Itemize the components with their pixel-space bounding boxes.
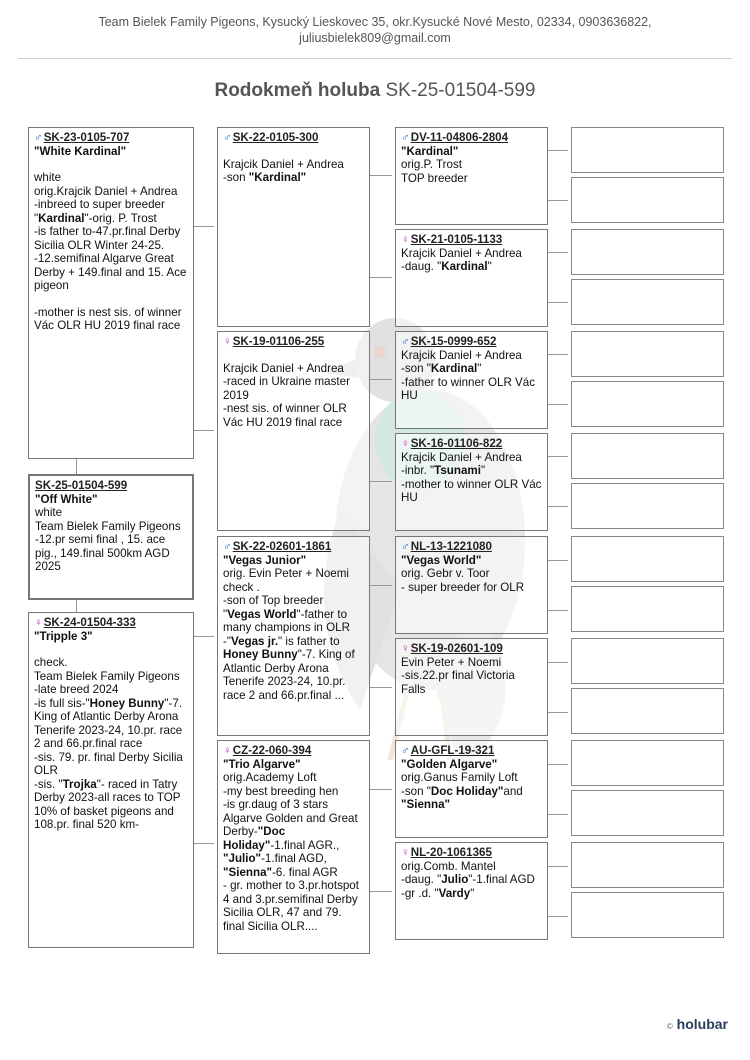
- subject-color: white: [35, 506, 63, 519]
- male-icon: ♂: [401, 540, 410, 553]
- connector: [548, 150, 568, 151]
- connector: [548, 456, 568, 457]
- holubar-logo: [667, 1016, 728, 1032]
- logo-text: holubar: [676, 1016, 728, 1032]
- title-ring: SK-25-01504-599: [385, 80, 536, 101]
- dam-note: -sis. "Trojka"- raced in Tatry Derby 2023-all races to TOP 10% of basket pigeons and 108.pr. final 520 km-: [34, 777, 181, 831]
- dsd-card[interactable]: [395, 638, 548, 736]
- ssd-ring[interactable]: SK-21-0105-1133: [410, 233, 503, 246]
- connector: [194, 843, 214, 844]
- dam-dam-note: - gr. mother to 3.pr.hotspot 4 and 3.pr.semifinal Derby Sicilia OLR, 47 and 79. final Sicilia OLR....: [223, 879, 359, 933]
- dss-note: - super breeder for OLR: [401, 580, 525, 594]
- sire-note: -is father to-47.pr.final Derby Sicilia OLR Winter 24-25.: [34, 225, 181, 252]
- connector: [548, 506, 568, 507]
- sire-dam-card[interactable]: [217, 331, 370, 531]
- connector: [370, 789, 392, 790]
- empty-ancestor-box[interactable]: [571, 381, 724, 427]
- dss-name: "Vegas World": [401, 553, 482, 567]
- dam-sire-ring[interactable]: SK-22-02601-1861: [232, 540, 332, 553]
- breeder-contact: [0, 14, 750, 46]
- sds-ring[interactable]: SK-15-0999-652: [410, 335, 497, 348]
- female-icon: ♀: [401, 846, 410, 859]
- dam-note: -sis. 79. pr. final Derby Sicilia OLR: [34, 750, 183, 777]
- empty-ancestor-box[interactable]: [571, 177, 724, 223]
- empty-ancestor-box[interactable]: [571, 433, 724, 479]
- sss-note: TOP breeder: [401, 171, 468, 185]
- dam-dam-card[interactable]: [217, 740, 370, 954]
- sds-note: -son "Kardinal": [401, 362, 482, 375]
- sire-name: "White Kardinal": [34, 144, 127, 158]
- dss-origin: orig. Gebr v. Toor: [401, 567, 490, 580]
- dam-dam-ring[interactable]: CZ-22-060-394: [232, 744, 312, 757]
- empty-ancestor-box[interactable]: [571, 638, 724, 684]
- connector: [76, 458, 77, 474]
- ssd-note: -daug. "Kardinal": [401, 260, 492, 273]
- connector: [548, 404, 568, 405]
- dds-name: "Golden Algarve": [401, 757, 498, 771]
- sire-dam-note: -raced in Ukraine master 2019: [223, 375, 350, 402]
- connector: [370, 891, 392, 892]
- subject-breeder: Team Bielek Family Pigeons: [35, 519, 181, 533]
- connector: [548, 252, 568, 253]
- contact-line-1: Team Bielek Family Pigeons, Kysucký Lieskovec 35, okr.Kysucké Nové Mesto, 02334, 0903636822,: [98, 15, 652, 29]
- sss-origin: orig.P. Trost: [401, 158, 463, 171]
- connector: [370, 687, 392, 688]
- male-icon: ♂: [34, 131, 43, 144]
- connector: [548, 662, 568, 663]
- connector: [370, 481, 392, 482]
- dam-sire-note: -son of Top breeder "Vegas World"-father to many champions in OLR: [223, 594, 350, 634]
- empty-ancestor-box[interactable]: [571, 892, 724, 938]
- empty-ancestor-box[interactable]: [571, 127, 724, 173]
- dds-card[interactable]: [395, 740, 548, 838]
- dsd-ring[interactable]: SK-19-02601-109: [410, 642, 503, 655]
- connector: [548, 712, 568, 713]
- connector: [76, 600, 77, 612]
- connector: [548, 610, 568, 611]
- empty-ancestor-box[interactable]: [571, 586, 724, 632]
- ssd-card[interactable]: [395, 229, 548, 327]
- sss-card[interactable]: [395, 127, 548, 225]
- empty-ancestor-box[interactable]: [571, 688, 724, 734]
- sdd-card[interactable]: [395, 433, 548, 531]
- dsd-breeder: Evin Peter + Noemi: [401, 655, 502, 669]
- dam-sire-color: check .: [223, 580, 260, 594]
- contact-line-2: juliusbielek809@gmail.com: [299, 31, 451, 45]
- connector: [194, 636, 214, 637]
- dam-dam-note: -my best breeding hen: [223, 784, 339, 798]
- copyright-mark: ©: [666, 1022, 673, 1031]
- connector: [194, 226, 214, 227]
- sire-card[interactable]: [28, 127, 194, 459]
- sire-sire-note: -son "Kardinal": [223, 171, 307, 184]
- sds-breeder: Krajcik Daniel + Andrea: [401, 348, 522, 362]
- sire-origin: orig.Krajcik Daniel + Andrea: [34, 184, 178, 198]
- sdd-ring[interactable]: SK-16-01106-822: [410, 437, 503, 450]
- sire-note: -mother is nest sis. of winner Vác OLR HU 2019 final race: [34, 305, 182, 332]
- empty-ancestor-box[interactable]: [571, 229, 724, 275]
- subject-name: "Off White": [35, 492, 98, 506]
- dam-sire-name: "Vegas Junior": [223, 553, 307, 567]
- connector: [548, 866, 568, 867]
- female-icon: ♀: [34, 616, 43, 629]
- dam-dam-origin: orig.Academy Loft: [223, 771, 317, 784]
- sire-color: white: [34, 171, 62, 184]
- sire-sire-ring[interactable]: SK-22-0105-300: [232, 131, 319, 144]
- male-icon: ♂: [223, 131, 232, 144]
- empty-ancestor-box[interactable]: [571, 483, 724, 529]
- sds-card[interactable]: [395, 331, 548, 429]
- sds-note: -father to winner OLR Vác HU: [401, 375, 536, 402]
- sire-dam-note: -nest sis. of winner OLR Vác HU 2019 final race: [223, 402, 347, 429]
- empty-ancestor-box[interactable]: [571, 740, 724, 786]
- ddd-note: -daug. "Julio"-1.final AGD: [401, 873, 535, 886]
- female-icon: ♀: [401, 437, 410, 450]
- male-icon: ♂: [401, 131, 410, 144]
- male-icon: ♂: [223, 540, 232, 553]
- dam-sire-note: -"Vegas jr." is father to Honey Bunny"-7. King of Atlantic Derby Arona Tenerife 2023-24, 10.pr. race 2 and 66.pr.final ...: [223, 634, 355, 702]
- ddd-origin: orig.Comb. Mantel: [401, 859, 496, 873]
- sire-note: -inbreed to super breeder "Kardinal"-orig. P. Trost: [34, 198, 165, 225]
- male-icon: ♂: [401, 744, 410, 757]
- dam-card[interactable]: [28, 612, 194, 948]
- connector: [548, 354, 568, 355]
- connector: [370, 175, 392, 176]
- dam-dam-note: -is gr.daug of 3 stars Algarve Golden and Great Derby-"Doc Holiday"-1.final AGR., "Julio"-1.final AGD, "Sienna"-6. final AGR: [223, 798, 358, 879]
- connector: [548, 302, 568, 303]
- dam-sire-card[interactable]: [217, 536, 370, 736]
- sire-sire-breeder: Krajcik Daniel + Andrea: [223, 157, 344, 171]
- dam-note: -late breed 2024: [34, 683, 119, 696]
- dds-origin: orig.Ganus Family Loft: [401, 771, 518, 784]
- dss-card[interactable]: [395, 536, 548, 634]
- connector: [194, 430, 214, 431]
- dam-color: check.: [34, 656, 68, 669]
- dam-dam-name: "Trio Algarve": [223, 757, 301, 771]
- title-label: Rodokmeň holuba: [214, 80, 381, 101]
- empty-ancestor-box[interactable]: [571, 536, 724, 582]
- ddd-ring[interactable]: NL-20-1061365: [410, 846, 492, 859]
- dsd-note: -sis.22.pr final Victoria Falls: [401, 669, 515, 696]
- sss-name: "Kardinal": [401, 144, 459, 158]
- female-icon: ♀: [401, 642, 410, 655]
- dam-breeder: Team Bielek Family Pigeons: [34, 669, 180, 683]
- connector: [370, 585, 392, 586]
- sire-note: -12.semifinal Algarve Great Derby + 149.final and 15. Ace pigeon: [34, 252, 187, 292]
- ssd-breeder: Krajcik Daniel + Andrea: [401, 246, 522, 260]
- connector: [370, 277, 392, 278]
- ddd-card[interactable]: [395, 842, 548, 940]
- empty-ancestor-box[interactable]: [571, 331, 724, 377]
- sss-ring[interactable]: DV-11-04806-2804: [410, 131, 509, 144]
- page-title: [0, 80, 750, 102]
- connector: [548, 200, 568, 201]
- female-icon: ♀: [401, 233, 410, 246]
- subject-card[interactable]: [28, 474, 194, 600]
- empty-ancestor-box[interactable]: [571, 279, 724, 325]
- dss-ring[interactable]: NL-13-1221080: [410, 540, 492, 553]
- connector: [548, 814, 568, 815]
- subject-results: -12.pr semi final , 15. ace pig., 149.final 500km AGD 2025: [35, 533, 170, 573]
- connector: [370, 379, 392, 380]
- sdd-note: -mother to winner OLR Vác HU: [401, 477, 542, 504]
- header-divider: [18, 58, 732, 59]
- dam-sire-origin: orig. Evin Peter + Noemi: [223, 567, 349, 580]
- male-icon: ♂: [401, 335, 410, 348]
- female-icon: ♀: [223, 335, 232, 348]
- sire-dam-breeder: Krajcik Daniel + Andrea: [223, 361, 344, 375]
- sdd-breeder: Krajcik Daniel + Andrea: [401, 450, 522, 464]
- sire-sire-card[interactable]: [217, 127, 370, 327]
- empty-ancestor-box[interactable]: [571, 790, 724, 836]
- subject-ring[interactable]: SK-25-01504-599: [35, 479, 128, 492]
- sire-ring[interactable]: SK-23-0105-707: [43, 131, 130, 144]
- dam-name: "Tripple 3": [34, 629, 93, 643]
- sire-dam-ring[interactable]: SK-19-01106-255: [232, 335, 325, 348]
- dds-ring[interactable]: AU-GFL-19-321: [410, 744, 495, 757]
- connector: [548, 764, 568, 765]
- connector: [548, 916, 568, 917]
- connector: [548, 560, 568, 561]
- dam-ring[interactable]: SK-24-01504-333: [43, 616, 136, 629]
- dds-note: -son "Doc Holiday"and "Sienna": [401, 784, 523, 811]
- empty-ancestor-box[interactable]: [571, 842, 724, 888]
- dam-note: -is full sis-"Honey Bunny"-7. King of Atlantic Derby Arona Tenerife 2023-24, 10.pr. race 2 and 66.pr.final race: [34, 696, 183, 750]
- sdd-note: -inbr. "Tsunami": [401, 464, 486, 477]
- ddd-note: -gr .d. "Vardy": [401, 886, 475, 900]
- female-icon: ♀: [223, 744, 232, 757]
